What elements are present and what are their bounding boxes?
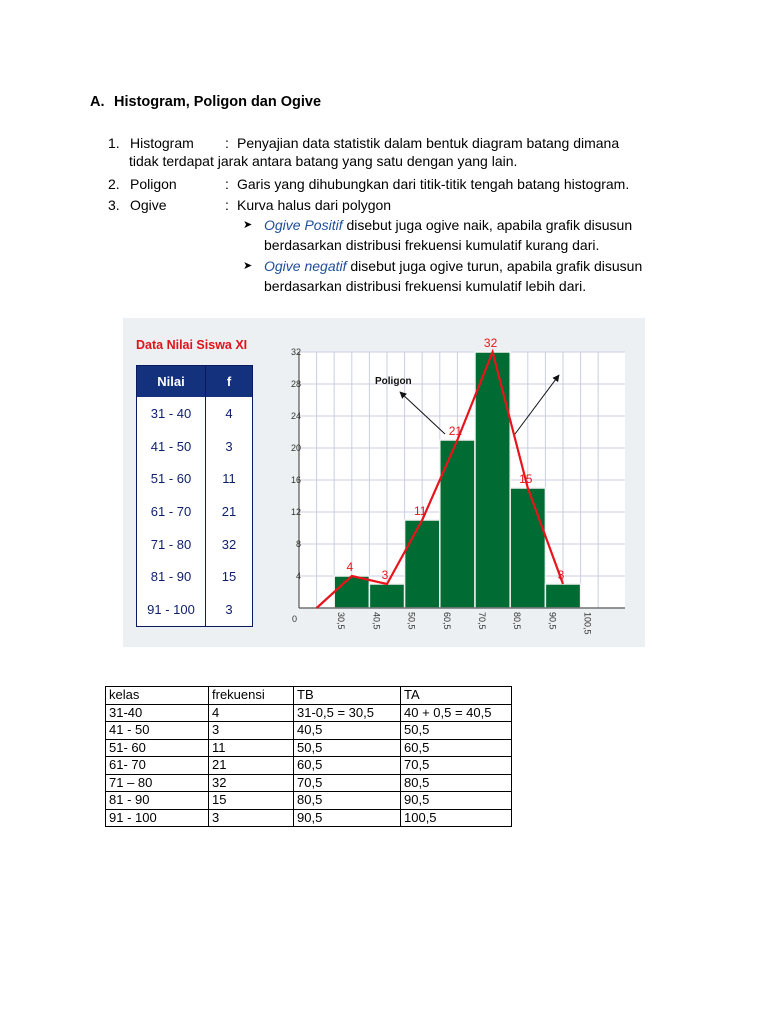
f-cell: 32 — [221, 536, 237, 552]
definition-colon: : — [225, 197, 229, 213]
ta-cell: 100,5 — [401, 809, 512, 827]
nilai-cell: 31 - 40 — [137, 397, 206, 430]
ta-cell: 80,5 — [401, 774, 512, 792]
frekuensi-cell: 32 — [209, 774, 294, 792]
nilai-cell: 61 - 70 — [137, 495, 206, 528]
y-tick-label: 20 — [290, 443, 301, 453]
data-label: 3 — [557, 568, 565, 582]
y-tick-label: 32 — [290, 347, 301, 357]
definition-colon: : — [225, 176, 229, 192]
table-row — [106, 757, 512, 775]
x-tick-label: 60,5 — [441, 612, 452, 630]
histogram-bar — [475, 352, 510, 608]
ta-cell: 50,5 — [401, 722, 512, 740]
kelas-cell: 91 - 100 — [106, 809, 209, 827]
data-label: 11 — [413, 504, 427, 518]
ogive-negative-bullet — [243, 256, 693, 296]
definition-poligon — [108, 174, 708, 194]
nilai-cell: 71 - 80 — [137, 528, 206, 561]
kelas-cell: 71 – 80 — [106, 774, 209, 792]
y-tick-label: 8 — [295, 539, 301, 549]
frekuensi-cell: 3 — [209, 809, 294, 827]
definition-number: 3. — [108, 197, 120, 213]
tb-cell: 70,5 — [294, 774, 401, 792]
data-label: 15 — [519, 472, 533, 486]
ta-cell: 70,5 — [401, 757, 512, 775]
x-tick-label: 100,5 — [582, 612, 593, 635]
kelas-cell: 51- 60 — [106, 739, 209, 757]
frekuensi-cell: 3 — [209, 722, 294, 740]
section-heading — [90, 94, 321, 110]
data-label: 3 — [381, 568, 389, 582]
histogram-bar — [545, 584, 580, 608]
poligon-annotation: Poligon — [375, 376, 412, 387]
definition-description: Garis yang dihubungkan dari titik-titik tengah batang histogram. — [237, 176, 630, 192]
header-nilai: Nilai — [137, 366, 206, 398]
tb-cell: 60,5 — [294, 757, 401, 775]
arrow-bullet-icon: ➤ — [243, 219, 253, 231]
definition-colon: : — [225, 135, 229, 151]
ogive-positive-term: Ogive Positif — [264, 217, 343, 233]
y-tick-label: 16 — [290, 475, 301, 485]
data-label: 32 — [483, 336, 498, 350]
tb-cell: 50,5 — [294, 739, 401, 757]
ogive-negative-term: Ogive negatif — [264, 258, 347, 274]
kelas-cell: 41 - 50 — [106, 722, 209, 740]
header-tb: TB — [294, 687, 401, 705]
y-tick-label: 24 — [290, 411, 301, 421]
figure-title: Data Nilai Siswa XI — [136, 338, 248, 352]
data-label: 4 — [346, 560, 354, 574]
tb-cell: 80,5 — [294, 792, 401, 810]
table-row — [106, 739, 512, 757]
definition-term: Ogive — [130, 197, 167, 213]
f-cell: 15 — [221, 569, 237, 585]
y-tick-label: 12 — [290, 507, 301, 517]
histogram-chart — [123, 318, 645, 647]
table-row — [106, 809, 512, 827]
histogram-figure — [123, 318, 645, 647]
header-kelas: kelas — [106, 687, 209, 705]
kelas-cell: 61- 70 — [106, 757, 209, 775]
ogive-positive-text: disebut juga ogive naik, apabila grafik disusun — [342, 217, 633, 233]
x-tick-label: 50,5 — [406, 612, 417, 630]
x-tick-label: 30,5 — [336, 612, 347, 630]
definition-description: Kurva halus dari polygon — [237, 197, 392, 213]
ta-cell: 90,5 — [401, 792, 512, 810]
heading-number: A. — [90, 94, 105, 110]
histogram-bar — [510, 488, 545, 608]
frekuensi-cell: 15 — [209, 792, 294, 810]
x-tick-label: 90,5 — [547, 612, 558, 630]
x-tick-label: 70,5 — [477, 612, 487, 630]
f-cell: 21 — [221, 503, 237, 519]
ogive-negative-text: disebut juga ogive turun, apabila grafik disusun — [346, 258, 643, 274]
f-cell: 11 — [222, 471, 236, 487]
frekuensi-cell: 21 — [209, 757, 294, 775]
arrow-bullet-icon: ➤ — [243, 260, 253, 272]
frekuensi-cell: 4 — [209, 704, 294, 722]
f-cell: 3 — [225, 438, 233, 454]
table-row — [106, 704, 512, 722]
ta-cell: 40 + 0,5 = 40,5 — [401, 704, 512, 722]
heading-text: Histogram, Poligon dan Ogive — [114, 94, 322, 110]
table-row — [106, 792, 512, 810]
histogram-bar — [405, 520, 440, 608]
table-row — [106, 774, 512, 792]
ogive-positive-bullet — [243, 215, 693, 255]
nilai-cell: 41 - 50 — [137, 430, 206, 463]
header-frekuensi: frekuensi — [209, 687, 294, 705]
histogram-bar — [334, 576, 369, 608]
tb-cell: 31-0,5 = 30,5 — [294, 704, 401, 722]
y-tick-label: 4 — [295, 571, 301, 581]
definition-term: Histogram — [130, 135, 194, 151]
table-header-row — [106, 687, 512, 705]
ogive-negative-text-line2: berdasarkan distribusi frekuensi kumulatif lebih dari. — [264, 278, 587, 294]
table-row — [106, 722, 512, 740]
nilai-cell: 81 - 90 — [137, 560, 206, 593]
nilai-cell: 91 - 100 — [137, 593, 206, 626]
header-ta: TA — [401, 687, 512, 705]
y-tick-label: 0 — [291, 614, 297, 624]
y-tick-label: 28 — [290, 379, 301, 389]
definition-number: 1. — [108, 135, 120, 151]
frekuensi-cell: 11 — [209, 739, 294, 757]
f-cell: 3 — [225, 601, 233, 617]
class-boundary-table — [105, 686, 512, 827]
definition-histogram-continuation: tidak terdapat jarak antara batang yang satu dengan yang lain. — [129, 153, 518, 169]
definition-ogive — [108, 195, 708, 215]
kelas-cell: 81 - 90 — [106, 792, 209, 810]
ta-cell: 60,5 — [401, 739, 512, 757]
histogram-bar — [369, 584, 404, 608]
definition-description: Penyajian data statistik dalam bentuk diagram batang dimana — [237, 135, 620, 151]
f-cell: 4 — [225, 405, 233, 421]
histogram-bar — [440, 440, 475, 608]
nilai-cell: 51 - 60 — [137, 462, 206, 495]
data-label: 21 — [448, 424, 463, 438]
definition-number: 2. — [108, 176, 120, 192]
ogive-positive-text-line2: berdasarkan distribusi frekuensi kumulatif kurang dari. — [264, 237, 600, 253]
definition-term: Poligon — [130, 176, 177, 192]
header-f: f — [206, 366, 253, 398]
definition-histogram — [108, 133, 708, 153]
x-tick-label: 80,5 — [512, 612, 523, 630]
tb-cell: 90,5 — [294, 809, 401, 827]
x-tick-label: 40,5 — [371, 612, 382, 630]
tb-cell: 40,5 — [294, 722, 401, 740]
kelas-cell: 31-40 — [106, 704, 209, 722]
